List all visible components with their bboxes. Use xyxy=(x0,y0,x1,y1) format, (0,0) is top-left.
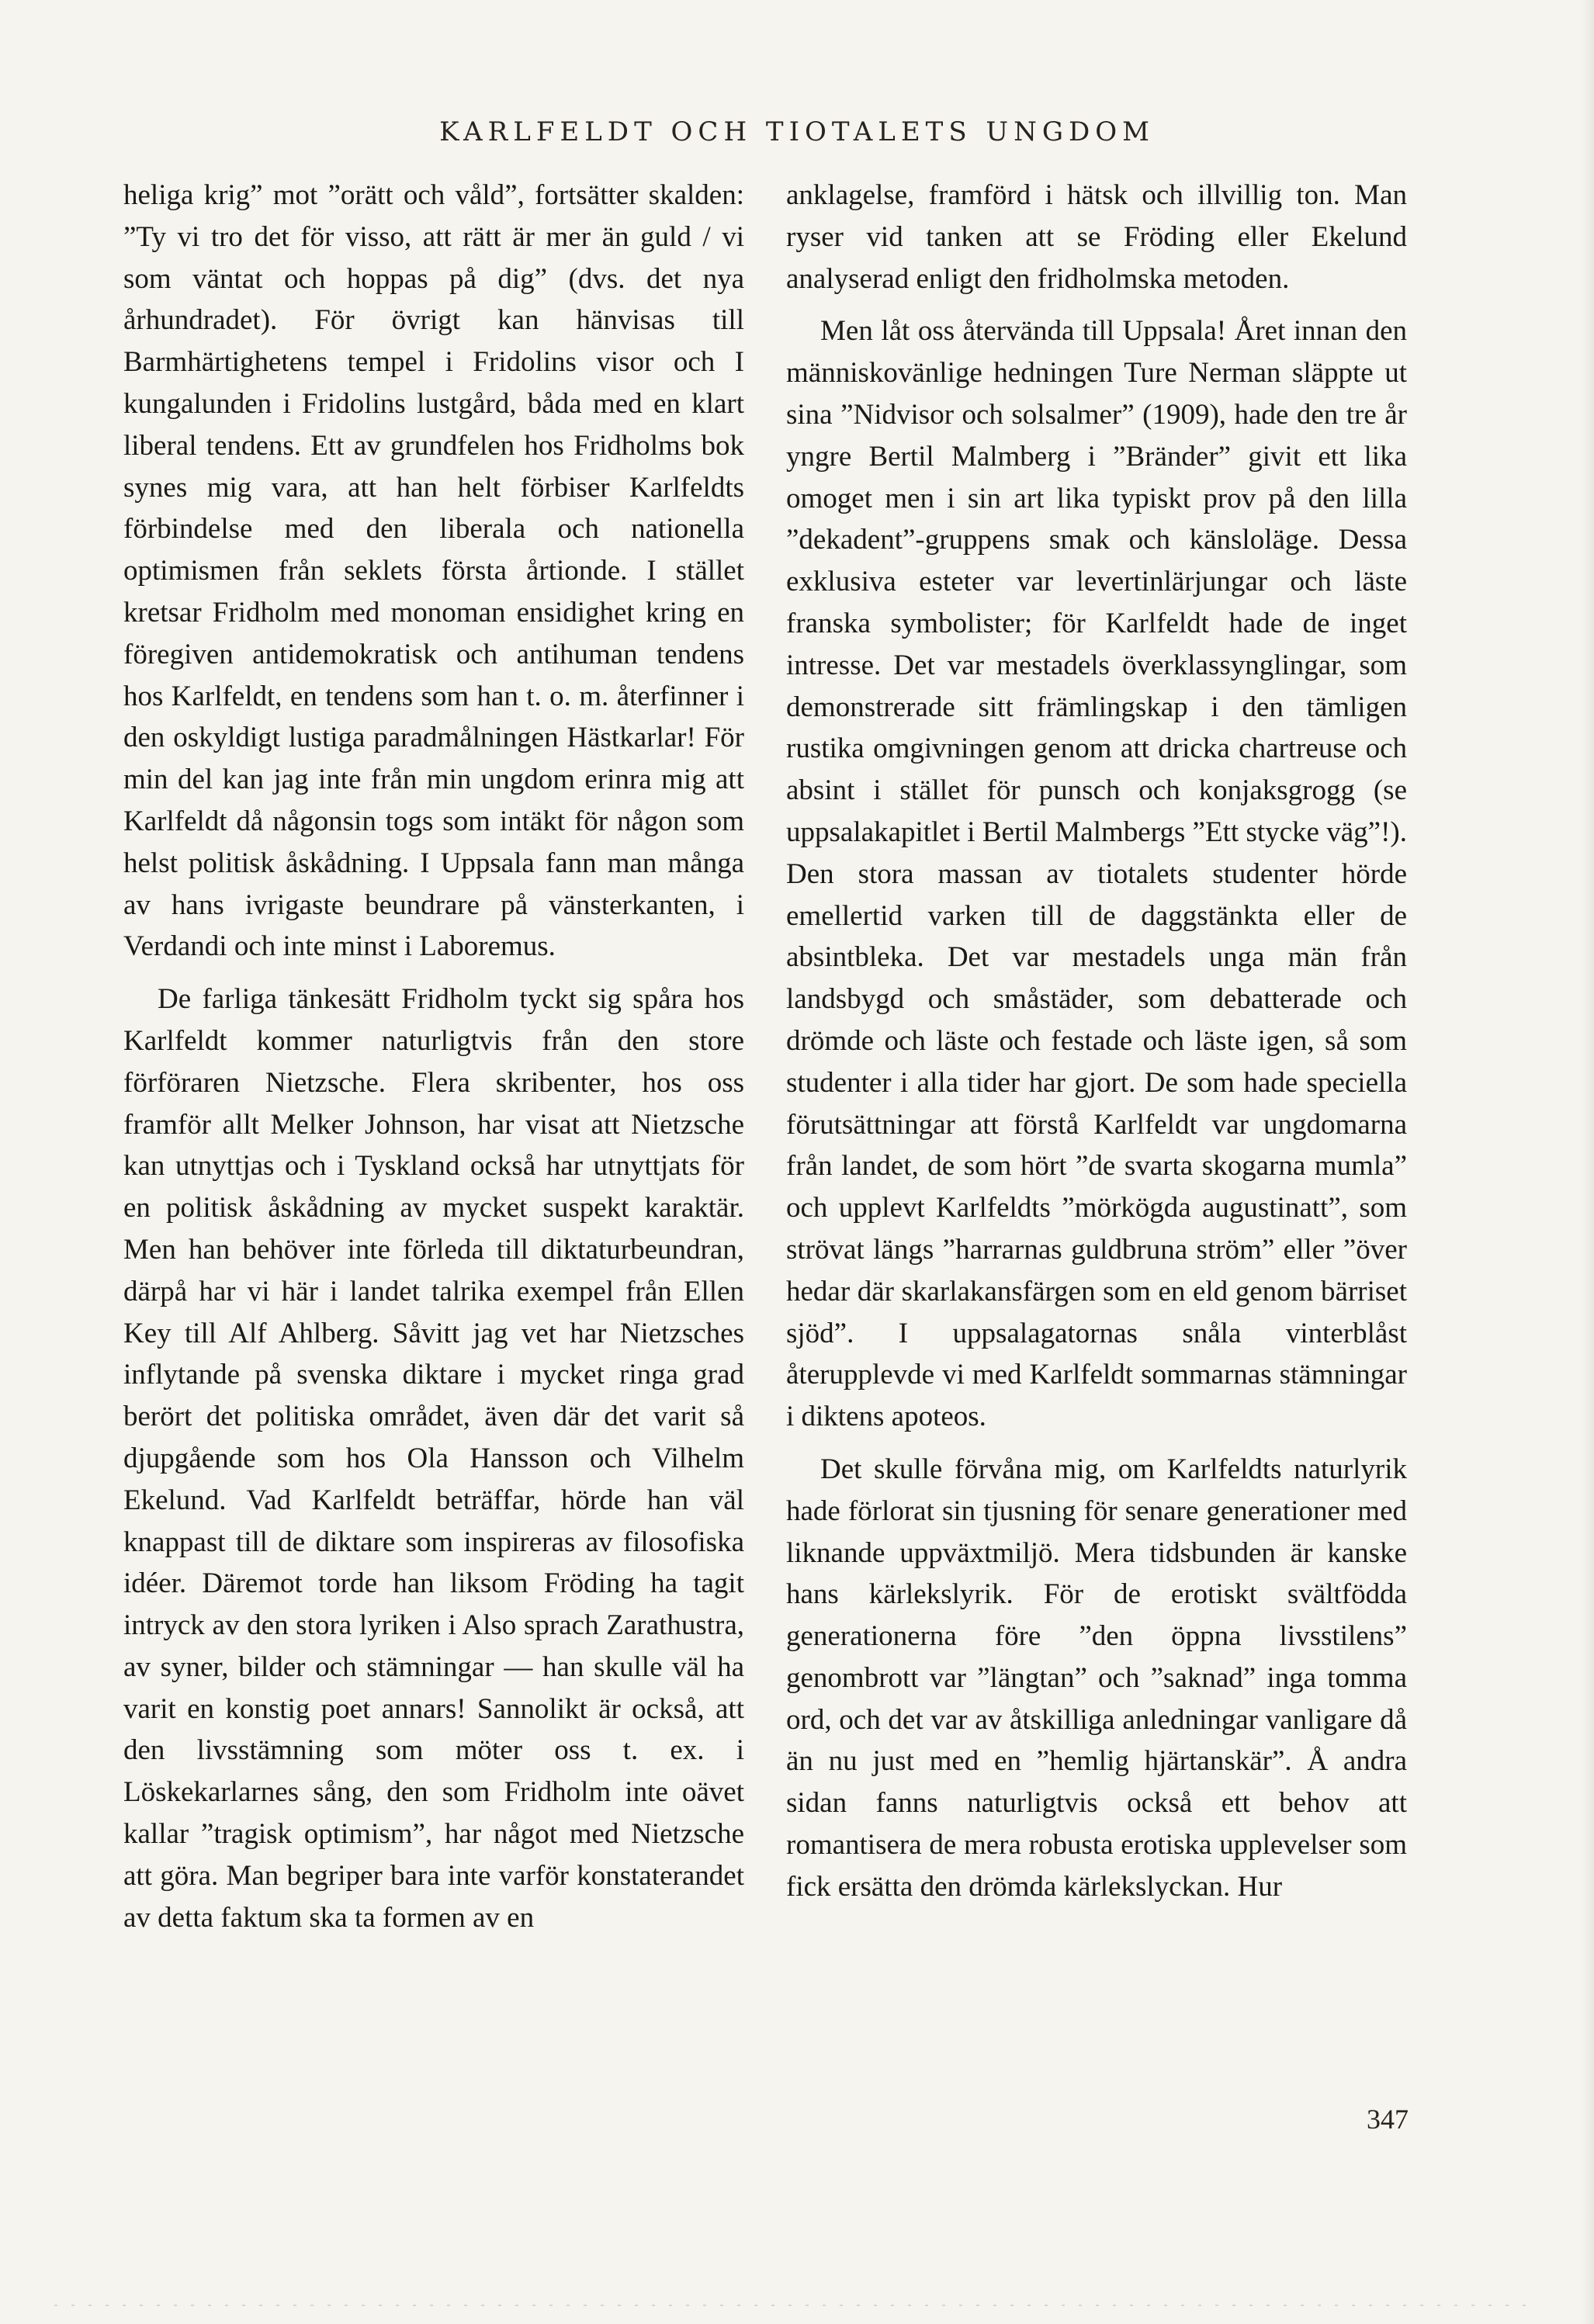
left-column xyxy=(123,175,744,1938)
paragraph: Men låt oss återvända till Uppsala! Året innan den människovänlige hedningen Ture Nerman släppte ut sina ”Nidvisor och solsalmer” (1909), hade den tre år yngre Bertil Malmberg i ”Bränder” givit ett lika omoget men i sin art lika typiskt prov på den lilla ”dekadent”-gruppens smak och känsloläge. Dessa exklusiva esteter var levertinlärjungar och läste franska symbolister; för Karlfeldt hade de inget intresse. Det var mestadels överklassynglingar, som demonstrerade sitt främlingskap i den tämligen rustika omgivningen genom att dricka chartreuse och absint i stället för punsch och konjaksgrogg (se uppsalakapitlet i Bertil Malmbergs ”Ett stycke väg”!). Den stora massan av tiotalets studenter hörde emellertid varken till de daggstänkta eller de absintbleka. Det var mestadels unga män från landsbygd och småstäder, som debatterade och drömde och läste och festade och läste igen, så som studenter i alla tider har gjort. De som hade speciella förutsättningar att förstå Karlfeldt var ungdomarna från landet, de som hört ”de svarta skogarna mumla” och upplevt Karlfeldts ”mörkögda augustinatt”, som strövat längs ”harrarnas guldbruna ström” eller ”över hedar där skarlakansfärgen som en eld genom bärriset sjöd”. I uppsalagatornas snåla vinterblåst återupplevde vi med Karlfeldt sommarnas stämningar i diktens apoteos. xyxy=(786,315,1407,1433)
running-head: KARLFELDT OCH TIOTALETS UNGDOM xyxy=(439,116,1155,147)
paragraph: heliga krig” mot ”orätt och våld”, fortsätter skalden: ”Ty vi tro det för visso, att rätt är mer än guld / vi som väntat och hoppas på dig” (dvs. det nya århundradet). För övrigt kan hänvisas till Barmhärtighetens tempel i Fridolins visor och I kungalunden i Fridolins lustgård, båda med en klart liberal tendens. Ett av grundfelen hos Fridholms bok synes mig vara, att han helt förbiser Karlfeldts förbindelse med den liberala och nationella optimismen från seklets första årtionde. I stället kretsar Fridholm med monoman ensidighet kring en föregiven antidemokratisk och antihuman tendens hos Karlfeldt, en tendens som han t. o. m. återfinner i den oskyldigt lustiga paradmålningen Hästkarlar! För min del kan jag inte från min ungdom erinra mig att Karlfeldt då någonsin togs som intäkt för någon som helst politisk åskådning. I Uppsala fann man många av hans ivrigaste beundrare på vänsterkanten, i Verdandi och inte minst i Laboremus. xyxy=(123,179,744,963)
paragraph: anklagelse, framförd i hätsk och illvillig ton. Man ryser vid tanken att se Fröding eller Ekelund analyserad enligt den fridholmska metoden. xyxy=(786,179,1407,295)
right-column xyxy=(786,175,1407,1908)
paragraph: Det skulle förvåna mig, om Karlfeldts naturlyrik hade förlorat sin tjusning för senare generationer med liknande uppväxtmiljö. Mera tidsbunden är kanske hans kärlekslyrik. För de erotiskt svältfödda generationerna före ”den öppna livsstilens” genombrott var ”längtan” och ”saknad” inga tomma ord, och det var av åtskilliga anledningar vanligare då än nu just med en ”hemlig hjärtanskär”. Å andra sidan fanns naturligtvis också ett behov att romantisera de mera robusta erotiska upplevelser som fick ersätta den drömda kärlekslyckan. Hur xyxy=(786,1453,1407,1903)
page-edge-shadow xyxy=(1582,0,1594,2324)
paragraph: De farliga tänkesätt Fridholm tyckt sig spåra hos Karlfeldt kommer naturligtvis från den store förföraren Nietzsche. Flera skribenter, hos oss framför allt Melker Johnson, har visat att Nietzsche kan utnyttjas och i Tyskland också har utnyttjats för en politisk åskådning av mycket suspekt karaktär. Men han behöver inte förleda till diktaturbeundran, därpå har vi här i landet talrika exempel från Ellen Key till Alf Ahlberg. Såvitt jag vet har Nietzsches inflytande på svenska diktare i mycket ringa grad berört det politiska området, även där det varit så djupgående som hos Ola Hansson och Vilhelm Ekelund. Vad Karlfeldt beträffar, hörde han väl knappast till de diktare som inspireras av filosofiska idéer. Däremot torde han liksom Fröding ha tagit intryck av den stora lyriken i Also sprach Zarathustra, av syner, bilder och stämningar — han skulle väl ha varit en konstig poet annars! Sannolikt är också, att den livsstämning som möter oss t. ex. i Löskekarlarnes sång, den som Fridholm inte oävet kallar ”tragisk optimism”, har något med Nietzsche att göra. Man begriper bara inte varför konstaterandet av detta faktum ska ta formen av en xyxy=(123,983,744,1934)
page-number: 347 xyxy=(1367,2104,1409,2135)
page-bottom-marks xyxy=(54,2305,1529,2306)
